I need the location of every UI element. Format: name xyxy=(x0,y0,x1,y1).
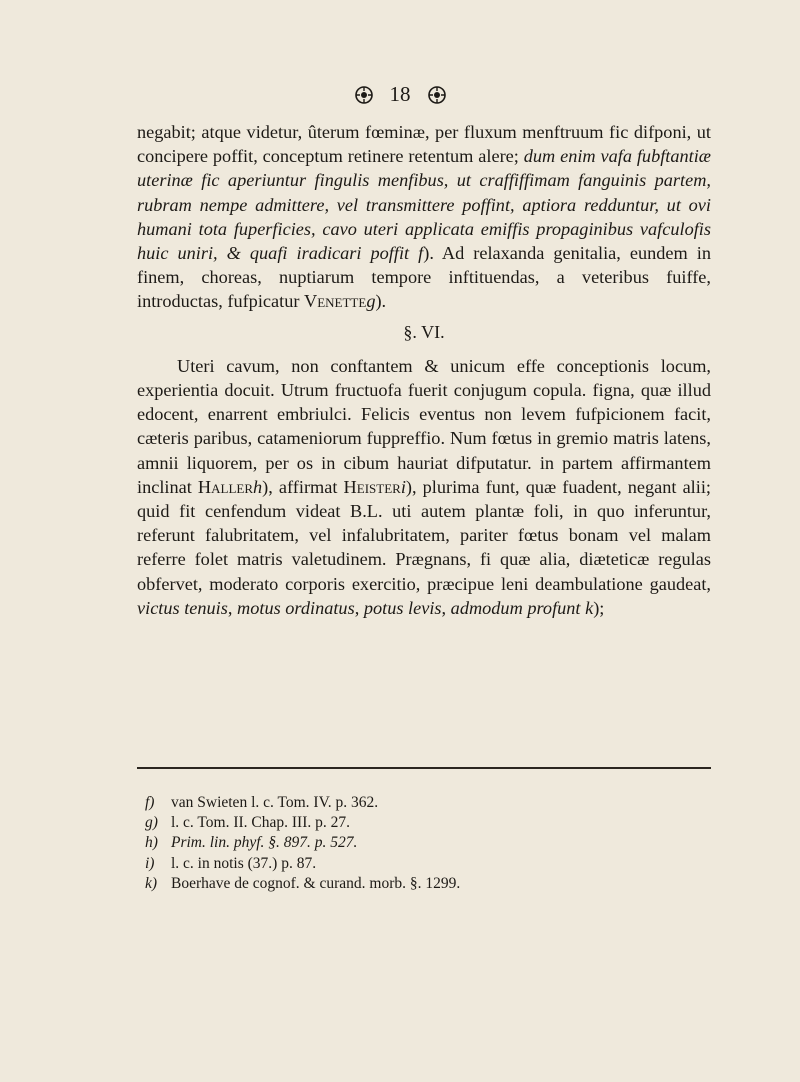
page-header xyxy=(0,82,800,107)
footnote: g) l. c. Tom. II. Chap. III. p. 27. xyxy=(145,814,350,832)
footnote: i) l. c. in notis (37.) p. 87. xyxy=(145,854,317,872)
footnote: k) Boerhave de cognof. & curand. morb. §. 1299. xyxy=(145,874,461,892)
footnote: f) van Swieten l. c. Tom. IV. p. 362. xyxy=(145,794,379,811)
page-number: 18 xyxy=(389,82,411,106)
paragraph-section-vi: Uteri cavum, non conftantem & unicum effe conceptionis locum, experientia docuit. Utrum fructuofa fuerit conjugum copula. figna, quæ illud edocent, enarrent embriulci. Felicis eventus non levem fufpicionem facit, cæteris paribus, catameniorum fuppreffio. Num fœtus in gremio matris latens, amnii liquorem, per os in cibum hauriat difputatur. in partem affirmantem inclinat Hallerh), affirmat Heisteri), plurima funt, quæ fuadent, negant alii; quid fit cenfendum videat B.L. uti autem plantæ foli, in quo inferuntur, referunt falubritatem, vel infalubritatem, pariter fœtus bonam vel malam referre folet matris valetudinem. Prægnans, fi quæ alia, diæteticæ regulas obfervet, moderato corporis exercitio, præcipue leni deambulatione gaudeat, victus tenuis, motus ordinatus, potus levis, admodum profunt k); xyxy=(137,355,712,618)
footnote: h) Prim. lin. phyf. §. 897. p. 527. xyxy=(145,834,358,852)
main-text xyxy=(137,120,711,620)
footnote-divider xyxy=(137,767,711,769)
footnotes xyxy=(145,793,705,894)
floral-ornament-icon xyxy=(354,85,374,105)
floral-ornament-icon xyxy=(427,85,447,105)
section-heading: §. VI. xyxy=(403,321,445,342)
paragraph-continued: negabit; atque videtur, ûterum fœminæ, per fluxum menftruum fic difponi, ut concipere poffit, conceptum retinere retentum alere; dum enim vafa fubftantiæ uterinæ fic aperiuntur fingulis menfibus, ut craffiffimam fanguinis partem, rubram nempe admittere, vel transmittere poffint, aptiora redduntur, ut ovi humani tota fuperficies, cavo uteri applicata emiffis propaginibus vafculofis huic uniri, & quafi iradicari poffit f). Ad relaxanda genitalia, eundem in finem, choreas, nuptiarum tempore inftituendas, a veteribus fuiffe, introductas, fufpicatur Venetteg). xyxy=(137,122,712,312)
